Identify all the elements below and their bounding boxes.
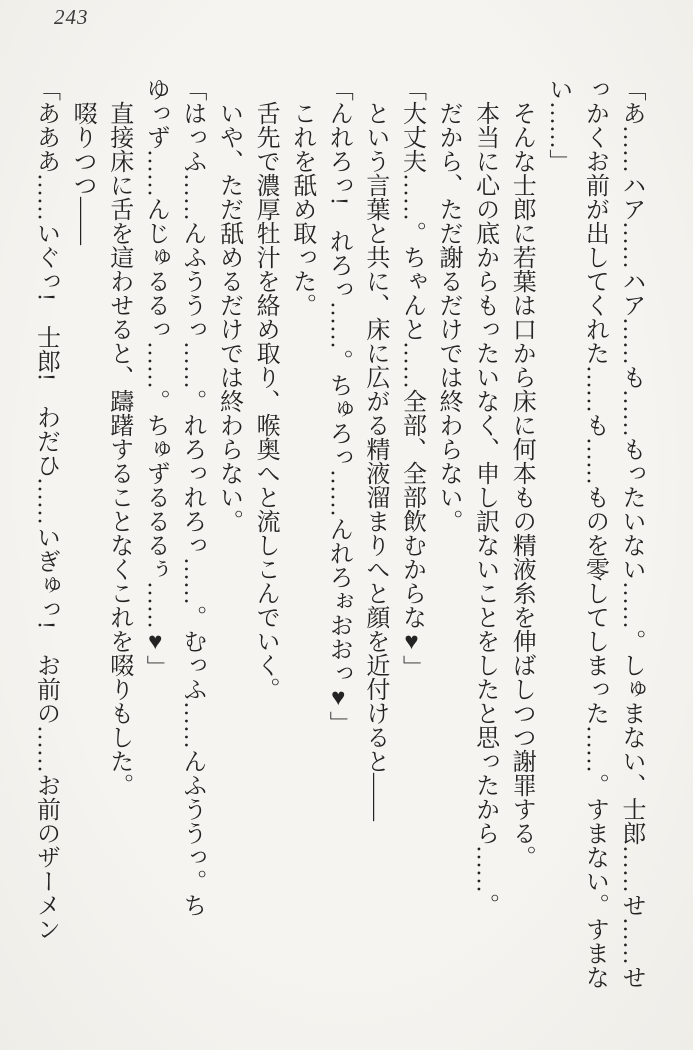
text-column: これを舐め取った。 [288,101,315,317]
page-number: 243 [54,5,89,29]
text-column: い……」 [544,77,571,173]
text-column: だから、ただ謝るだけでは終わらない。 [435,101,462,533]
text-column: 啜りつつ―― [69,101,96,245]
text-column: ゆっず……んじゅるるっ……。ちゅずるるるぅ……♥」 [142,77,169,679]
text-column: 「大丈夫……。ちゃんと……全部、全部飲むからな♥」 [398,77,425,679]
text-column: 直接床に舌を這わせると、躊躇することなくこれを啜りもした。 [105,101,132,797]
text-column: そんな士郎に若葉は口から床に何本もの精液糸を伸ばしつつ謝罪する。 [508,101,535,869]
text-column: いや、ただ舐めるだけでは終わらない。 [215,101,242,533]
text-column: 「んれろっ! れろっ……。ちゅろっ……んれろぉおおっ♥」 [325,77,352,735]
text-area [21,77,643,997]
text-column: 「あ……ハア……ハア……も……もったいない……。しゅまない、士郎……せ……せ [618,77,644,989]
text-column: という言葉と共に、床に広がる精液溜まりへと顔を近付けると―― [361,101,388,821]
text-column: 舌先で濃厚牡汁を絡め取り、喉奥へと流しこんでいく。 [252,101,279,701]
text-column: 「あああ……いぐっ! 士郎! わだひ……いぎゅっ! お前の……お前のザーメン [32,77,59,941]
text-column: 本当に心の底からもったいなく、申し訳ないことをしたと思ったから……。 [471,101,498,917]
text-column: 「はっふ……んふううっ……。れろっれろっ……。むっふ……んふううっ。ち [178,77,205,917]
text-column: っかくお前が出してくれた……も……ものを零してしまった……。すまない。すまな [581,77,608,989]
